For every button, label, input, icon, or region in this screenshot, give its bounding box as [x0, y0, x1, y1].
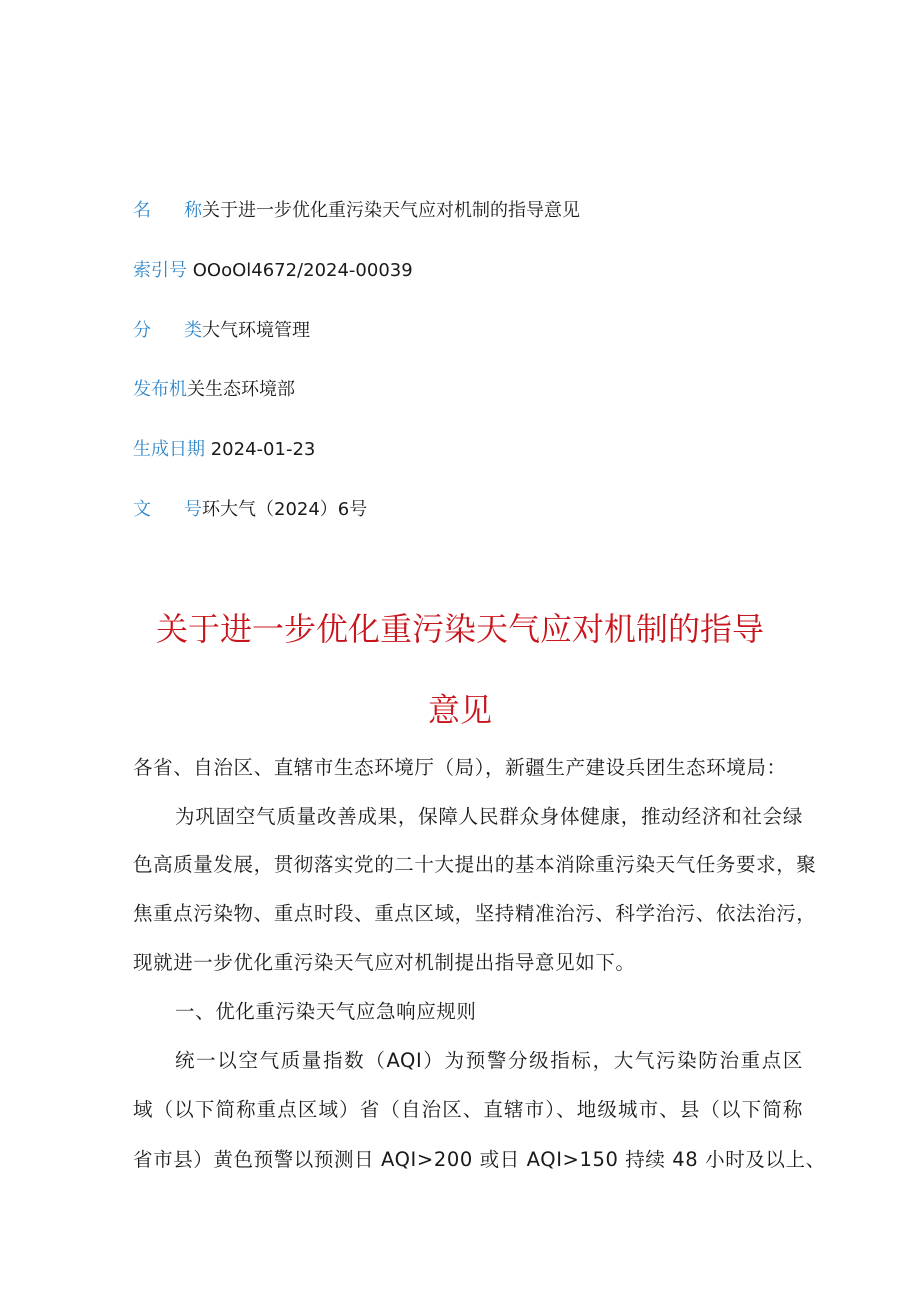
meta-label-docnum-b: 号: [184, 499, 202, 520]
meta-row-docnum: [133, 497, 367, 523]
meta-label-name-b: 称: [184, 200, 202, 221]
meta-label-index: 索引号: [133, 260, 187, 281]
meta-value-docnum: 环大气（2024）6号: [202, 499, 368, 520]
paragraph-1-line-4: 现就进一步优化重污染天气应对机制提出指导意见如下。: [133, 951, 636, 974]
paragraph-2-line-3: 省市县）黄色预警以预测日 AQI>200 或日 AQI>150 持续 48 小时及以上、: [133, 1148, 826, 1171]
meta-row-date: [133, 437, 315, 463]
meta-label-name-a: 名: [133, 200, 151, 221]
meta-value-index: OOoOl4672/2024-00039: [192, 260, 413, 281]
meta-value-issuer: 关生态环境部: [187, 379, 295, 400]
meta-row-issuer: [133, 377, 295, 403]
paragraph-2-line-2: 域（以下简称重点区域）省（自治区、直辖市）、地级城市、县（以下简称: [133, 1098, 803, 1121]
meta-value-date: 2024-01-23: [210, 439, 316, 460]
paragraph-1-line-2: 色高质量发展，贯彻落实党的二十大提出的基本消除重污染天气任务要求，聚: [133, 853, 817, 876]
meta-row-index: [133, 258, 413, 284]
meta-label-category-a: 分: [133, 320, 151, 341]
meta-label-docnum-a: 文: [133, 499, 151, 520]
meta-value-category: 大气环境管理: [202, 320, 310, 341]
meta-label-date: 生成日期: [133, 439, 205, 460]
document-title-line1: 关于进一步优化重污染天气应对机制的指导: [155, 610, 764, 648]
paragraph-2-line-1: 统一以空气质量指数（AQI）为预警分级指标，大气污染防治重点区: [175, 1049, 803, 1072]
section-heading-1: 一、优化重污染天气应急响应规则: [175, 1000, 477, 1023]
meta-label-category-b: 类: [184, 320, 202, 341]
paragraph-1-line-1: 为巩固空气质量改善成果，保障人民群众身体健康，推动经济和社会绿: [175, 805, 803, 828]
meta-row-name: [133, 198, 580, 224]
salutation: 各省、自治区、直辖市生态环境厅（局），新疆生产建设兵团生态环境局：: [133, 756, 787, 779]
meta-value-name: 关于进一步优化重污染天气应对机制的指导意见: [202, 200, 580, 221]
document-title-line2: 意见: [427, 691, 492, 729]
meta-row-category: [133, 318, 310, 344]
meta-label-issuer: 发布机: [133, 379, 187, 400]
paragraph-1-line-3: 焦重点污染物、重点时段、重点区域，坚持精准治污、科学治污、依法治污，: [133, 902, 817, 925]
